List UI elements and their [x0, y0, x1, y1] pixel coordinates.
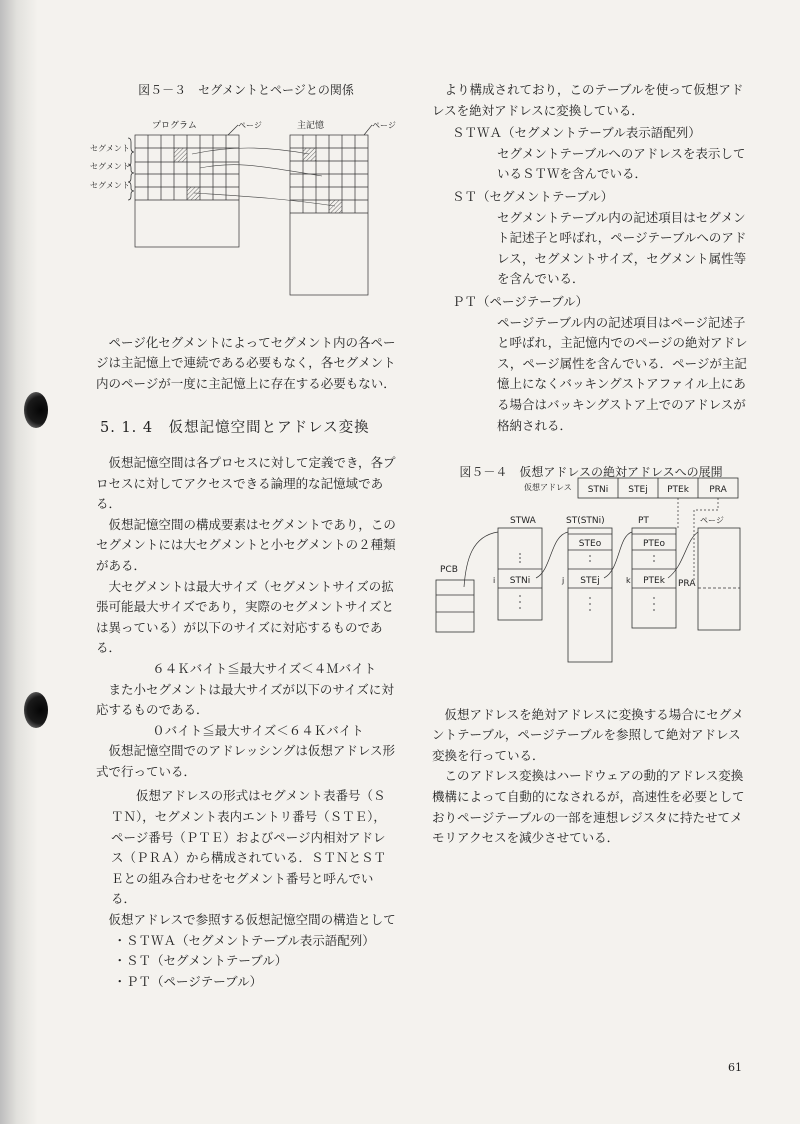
- term-st-desc: セグメントテーブル内の記述項目はセグメント記述子と呼ばれ，ページテーブルへのアドレス，セグメントサイズ，セグメント属性等を含んでいる．: [497, 209, 747, 287]
- page-number: 61: [728, 1061, 742, 1074]
- hatched-page: [174, 148, 187, 162]
- paragraph-2: 仮想記憶空間の構成要素はセグメントであり，このセグメントには大セグメントと小セグメントの２種類がある．: [96, 516, 396, 573]
- pra-label: PRA: [678, 579, 696, 589]
- paragraph-7: 仮想アドレスで参照する仮想記憶空間の構造として: [108, 912, 396, 928]
- main-memory-grid: [290, 135, 368, 295]
- term-stwa-desc: セグメントテーブルへのアドレスを表示しているＳＴＷを含んでいる．: [497, 145, 746, 182]
- virtual-address-label: 仮想アドレス: [524, 483, 572, 492]
- paragraph-6: 仮想アドレスの形式はセグメント表番号（ＳＴＮ），セグメント表内エントリ番号（ＳＴＥ），ページ番号（ＰＴＥ）およびページ内相対アドレス（ＰＲＡ）から構成されている．ＳＴＮとＳＴＥとの組み合わせをセグメント番号と呼んでいる．: [111, 788, 387, 907]
- cell-pteo: PTEo: [642, 539, 666, 549]
- term-st: ＳＴ（セグメントテーブル）: [452, 188, 614, 204]
- cell-steo: STEo: [578, 539, 602, 549]
- index-k: k: [626, 576, 631, 585]
- page-box: [698, 528, 740, 630]
- formula-large-segment: ６４Ｋバイト≦最大サイズ＜４Ｍバイト: [152, 660, 377, 676]
- hatched-page: [329, 200, 342, 213]
- paragraph-after-figure: 仮想アドレスを絶対アドレスに変換する場合にセグメントテーブル，ページテーブルを参照して絶対アドレス変換を行っている．: [432, 706, 744, 763]
- formula-small-segment: ０バイト≦最大サイズ＜６４Ｋバイト: [152, 722, 364, 738]
- paragraph-4: また小セグメントは最大サイズが以下のサイズに対応するものである．: [96, 681, 394, 718]
- right-column: [432, 80, 750, 849]
- continuation-paragraph: より構成されており，このテーブルを使って仮想アドレスを絶対アドレスに変換している．: [432, 82, 744, 118]
- field-stni: STNi: [587, 485, 609, 495]
- binder-hole-lower: [24, 692, 48, 728]
- paragraph-3: 大セグメントは最大サイズ（セグメントサイズの拡張可能最大サイズであり，実際のセグメントサイズとは異っている）が以下のサイズに対応するものである．: [96, 578, 394, 656]
- index-j: j: [562, 576, 565, 585]
- section-heading: 5. 1. 4 仮想記憶空間とアドレス変換: [100, 420, 370, 437]
- stwa-box: [498, 528, 542, 620]
- list-item: ・ＰＴ（ページテーブル）: [113, 973, 263, 989]
- structure-list: [96, 931, 396, 993]
- page-label-right: ページ: [372, 121, 396, 130]
- segment-label: セグメント: [90, 144, 130, 153]
- pt-label: PT: [638, 516, 649, 526]
- page-label-left: ページ: [238, 121, 262, 130]
- figure2-diagram: [432, 470, 750, 670]
- term-stwa: ＳＴＷＡ（セグメントテーブル表示語配列）: [452, 125, 701, 141]
- segment-label: セグメント: [90, 162, 130, 171]
- cell-stni: STNi: [509, 576, 531, 586]
- paragraph-5: 仮想記憶空間でのアドレッシングは仮想アドレス形式で行っている．: [96, 743, 395, 779]
- term-pt: ＰＴ（ページテーブル）: [452, 293, 589, 309]
- segment-labels: [90, 138, 134, 200]
- field-stej: STEj: [628, 485, 648, 495]
- page-edge-shadow: [0, 0, 38, 1124]
- figure2-caption: 図５－４ 仮想アドレスの絶対アドレスへの展開: [459, 465, 723, 480]
- segment-label: セグメント: [90, 181, 130, 190]
- paragraph-last: このアドレス変換はハードウェアの動的アドレス変換機構によって自動的になされるが，高速性を必要としておりページテーブルの一部を連想レジスタに持たせてメモリアクセスを減少させている．: [432, 768, 745, 846]
- page-label: ページ: [700, 516, 724, 525]
- figure1-diagram: [90, 118, 410, 298]
- field-ptek: PTEk: [667, 485, 689, 495]
- cell-ptek: PTEk: [643, 576, 665, 586]
- field-pra: PRA: [709, 485, 727, 495]
- pcb-label: PCB: [440, 565, 458, 575]
- stwa-label: STWA: [510, 516, 536, 526]
- program-label: プログラム: [152, 121, 197, 131]
- term-pt-desc: ページテーブル内の記述項目はページ記述子と呼ばれ，主記憶内でのページの絶対アドレス，ページ属性を含んでいる．ページが主記憶上になくバッキングストアファイル上にある場合はバッキングストア上でのアドレスが格納される．: [497, 314, 748, 433]
- hatched-page: [303, 148, 316, 161]
- main-memory-label: 主記憶: [297, 121, 325, 131]
- cell-stej: STEj: [580, 576, 600, 586]
- binder-hole-upper: [24, 392, 48, 428]
- pcb-box: [436, 580, 474, 632]
- list-item: ・ＳＴＷＡ（セグメントテーブル表示語配列）: [113, 932, 375, 948]
- list-item: ・ＳＴ（セグメントテーブル）: [113, 953, 288, 969]
- figure1-caption: 図５－３ セグメントとページとの関係: [138, 83, 354, 97]
- st-label: ST(STNi): [566, 516, 605, 526]
- intro-paragraph: ページ化セグメントによってセグメント内の各ページは主記憶上で連続である必要もなく，各セグメント内のページが一度に主記憶上に存在する必要もない．: [96, 334, 396, 391]
- index-i: i: [493, 576, 496, 585]
- paragraph-1: 仮想記憶空間は各プロセスに対して定義でき，各プロセスに対してアクセスできる論理的な記憶域である．: [96, 454, 396, 512]
